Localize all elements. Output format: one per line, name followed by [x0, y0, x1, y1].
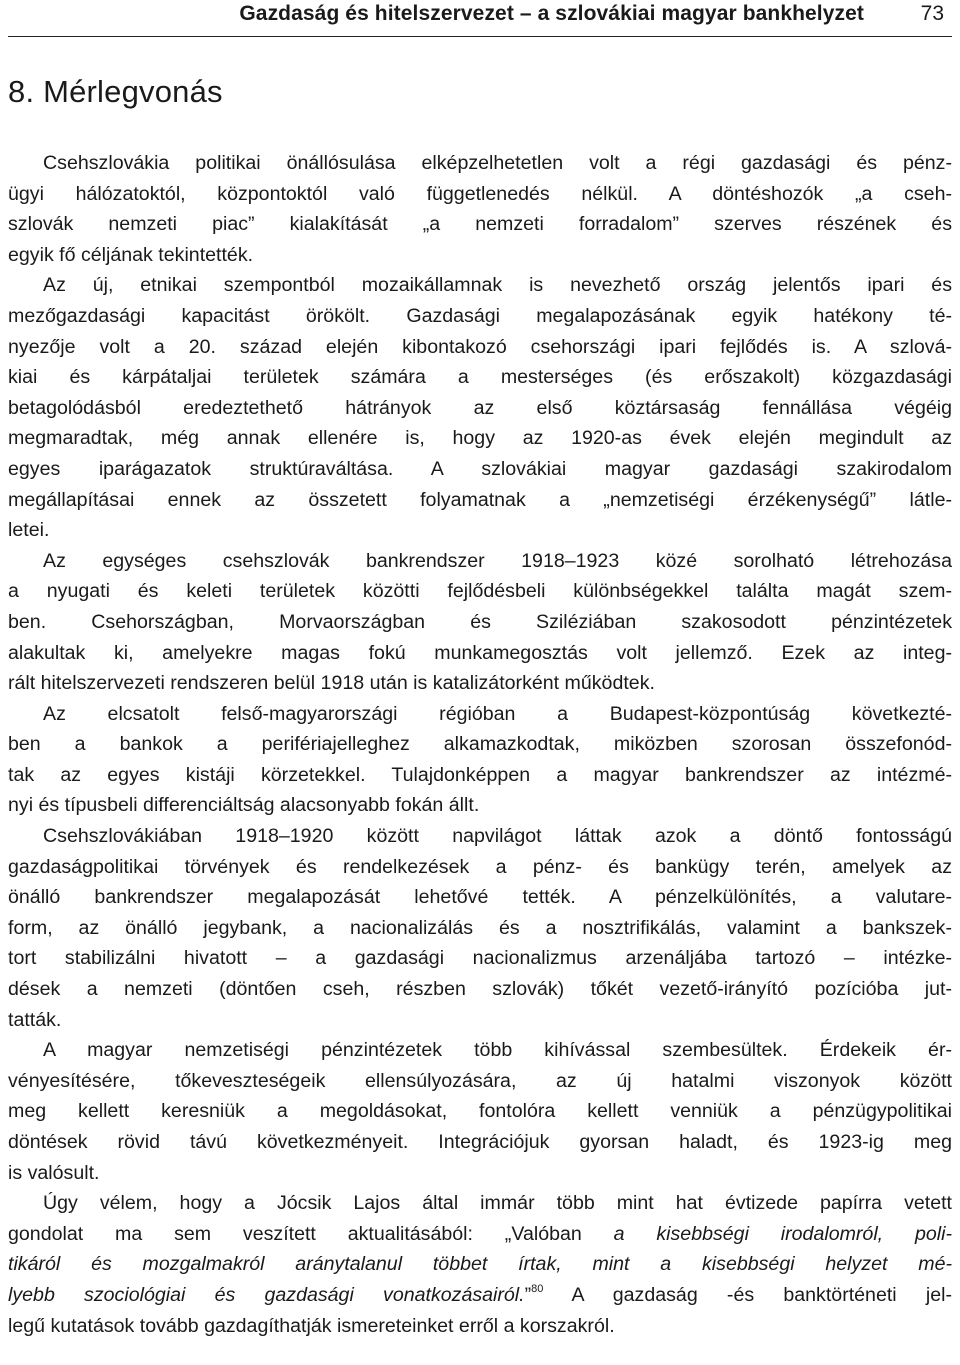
footnote-ref[interactable]: 80: [531, 1282, 544, 1295]
closing-quote: ”: [524, 1283, 532, 1306]
text-line: Az új, etnikai szempontból mozaikállamnak is nevezhető ország jelentős ipari és: [43, 274, 952, 297]
page-number: 73: [920, 2, 944, 25]
text-line: [8, 1219, 952, 1250]
text-span: A gazdaság -és banktörténeti jel-: [571, 1283, 952, 1306]
text-line: legű kutatások tovább gazdagíthatják ismereteinket erről a korszakról.: [8, 1314, 615, 1337]
text-line: ben. Csehországban, Morvaországban és Sziléziában szakosodott pénzintézetek: [8, 610, 952, 633]
running-title: Gazdaság és hitelszervezet – a szlovákiai magyar bankhelyzet: [239, 2, 864, 25]
text-line: önálló bankrendszer megalapozását lehetővé tették. A pénzelkülönítés, a valutare-: [8, 886, 952, 909]
text-line: form, az önálló jegybank, a nacionalizálás és a nosztrifikálás, valamint a bankszek-: [8, 916, 952, 939]
text-line: ügyi hálózatoktól, központoktól való függetlenedés nélkül. A döntéshozók „a cseh-: [8, 182, 952, 205]
text-line: is valósult.: [8, 1161, 100, 1184]
text-line: szlovák nemzeti piac” kialakítását „a nemzeti forradalom” szerves részének és: [8, 213, 952, 236]
text-line: Csehszlovákiában 1918–1920 között napvilágot láttak azok a döntő fontosságú: [43, 825, 952, 848]
chapter-title: 8. Mérlegvonás: [8, 74, 223, 109]
text-line: Csehszlovákia politikai önállósulása elképzelhetetlen volt a régi gazdasági és pénz-: [43, 152, 952, 174]
text-line: nyezője volt a 20. század elején kibontakozó csehországi ipari fejlődés is. A szlová-: [8, 335, 952, 358]
text-line: megállapításai ennek az összetett folyamatnak a „nemzetiségi érzékenységű” látle-: [8, 488, 952, 511]
body-text: [8, 148, 952, 1341]
text-line: tak az egyes kistáji körzetekkel. Tulajdonképpen a magyar bankrendszer az intézmé-: [8, 763, 952, 786]
text-line: vényesítésére, tőkeveszteségeik ellensúlyozására, az új hatalmi viszonyok között: [8, 1069, 952, 1092]
text-line: kiai és kárpátaljai területek számára a mesterséges (és erőszakolt) közgazdasági: [8, 366, 952, 389]
quote-italic: a kisebbségi irodalomról, poli-: [613, 1222, 952, 1245]
text-line: mezőgazdasági kapacitást örökölt. Gazdasági megalapozásának egyik hatékony té-: [8, 304, 952, 327]
text-line: dések a nemzeti (döntően cseh, részben szlovák) tőkét vezető-irányító pozícióba jut-: [8, 978, 952, 1001]
quote-italic: tikáról és mozgalmakról aránytalanul többet írtak, mint a kisebbségi helyzet mé-: [8, 1253, 952, 1276]
text-line: A magyar nemzetiségi pénzintézetek több kihívással szembesültek. Érdekeik ér-: [43, 1039, 952, 1062]
text-line: döntések rövid távú következményeit. Integrációjuk gyorsan haladt, és 1923-ig meg: [8, 1131, 952, 1153]
text-line: nyi és típusbeli differenciáltság alacsonyabb fokán állt.: [8, 794, 480, 817]
text-line: meg kellett keresniük a megoldásokat, fontolóra kellett venniük a pénzügypolitikai: [8, 1100, 952, 1123]
text-line: egyik fő céljának tekintették.: [8, 243, 254, 266]
quote-italic: lyebb szociológiai és gazdasági vonatkozásairól.: [8, 1283, 525, 1306]
text-span: gondolat ma sem veszített aktualitásából: „Valóban: [8, 1222, 582, 1245]
text-line: ben a bankok a perifériajelleghez alkamazkodtak, miközben szorosan összefonód-: [8, 733, 952, 756]
text-line: a nyugati és keleti területek közötti fejlődésbeli különbségekkel találta magát szem-: [8, 580, 952, 603]
text-line: tort stabilizálni hivatott – a gazdasági nacionalizmus arzenáljába tartozó – intézke-: [8, 947, 952, 970]
text-line: megmaradtak, még annak ellenére is, hogy az 1920-as évek elején megindult az: [8, 427, 952, 450]
text-line: Úgy vélem, hogy a Jócsik Lajos által immár több mint hat évtizede papírra vetett: [43, 1192, 952, 1215]
text-line: Az elcsatolt felső-magyarországi régióban a Budapest-központúság következté-: [43, 702, 952, 725]
text-line: gazdaságpolitikai törvények és rendelkezések a pénz- és bankügy terén, amelyek az: [8, 855, 952, 878]
text-line: letei.: [8, 519, 50, 542]
text-line: rált hitelszervezeti rendszeren belül 1918 után is katalizátorként működtek.: [8, 672, 655, 695]
text-line: Az egységes csehszlovák bankrendszer 1918–1923 közé sorolható létrehozása: [43, 549, 952, 572]
text-line: betagolódásból eredeztethető hátrányok az első köztársaság fennállása végéig: [8, 396, 952, 419]
text-line: tatták.: [8, 1008, 62, 1031]
text-line: egyes iparágazatok struktúraváltása. A szlovákiai magyar gazdasági szakirodalom: [8, 457, 952, 480]
text-line: [8, 1280, 952, 1311]
running-header: [8, 0, 952, 37]
text-line: [8, 1249, 952, 1280]
text-line: alakultak ki, amelyekre magas fokú munkamegosztás volt jellemző. Ezek az integ-: [8, 641, 952, 664]
